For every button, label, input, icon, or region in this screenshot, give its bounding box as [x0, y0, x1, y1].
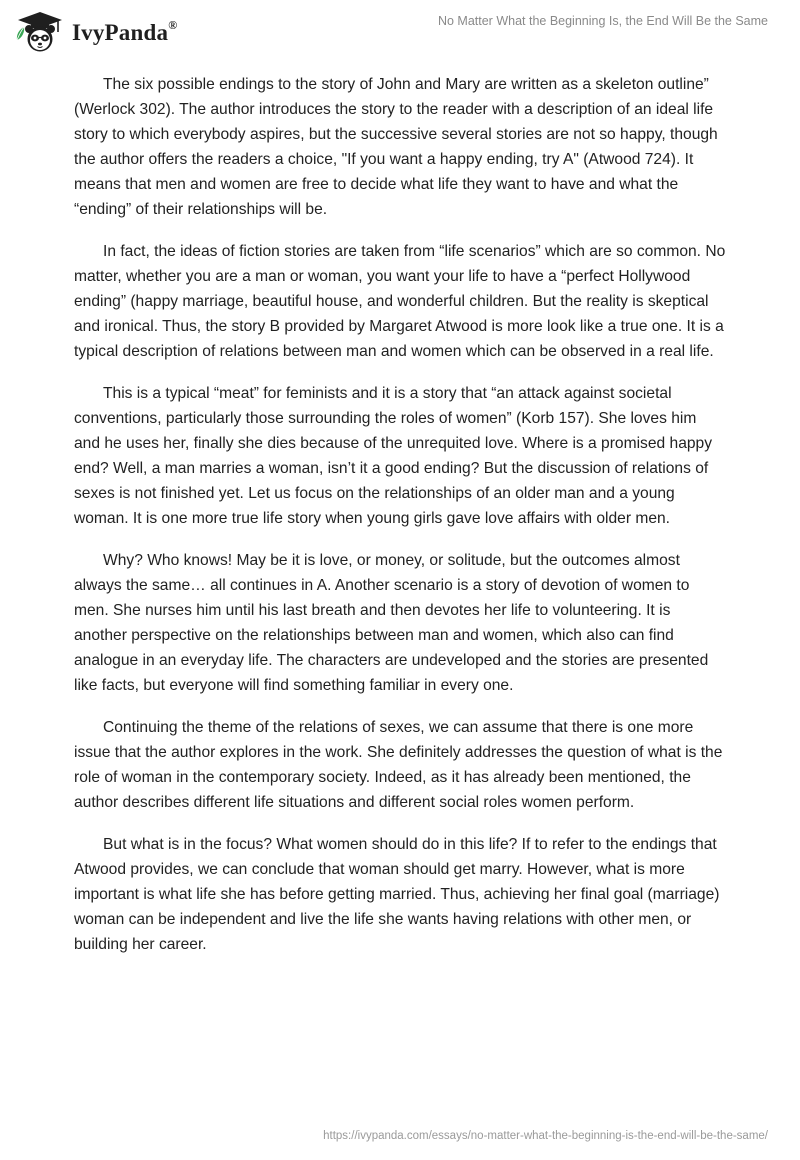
- essay-paragraph-5: Continuing the theme of the relations of sexes, we can assume that there is one more issue that the author explores in the work. She definitely addresses the question of what is the role of woman in the contemporary society. Indeed, as it has already been mentioned, the author describes different life situations and different social roles women perform.: [74, 719, 723, 811]
- brand-name: [72, 20, 177, 46]
- essay-paragraph-4: Why? Who knows! May be it is love, or money, or solitude, but the outcomes almost always the same… all continues in A. Another scenario is a story of devotion of women to men. She nurses him until his last breath and then devotes her life to volunteering. It is another perspective on the relationships between man and women, which also can find analogue in an everyday life. The characters are undeveloped and the stories are presented like facts, but everyone will find something familiar in every one.: [74, 552, 709, 694]
- registered-mark: ®: [168, 18, 178, 33]
- panda-graduate-icon: [14, 10, 66, 54]
- source-url[interactable]: https://ivypanda.com/essays/no-matter-what-the-beginning-is-the-end-will-be-the-same/: [323, 1130, 768, 1142]
- essay-paragraph-2: In fact, the ideas of fiction stories are taken from “life scenarios” which are so common. No matter, whether you are a man or woman, you want your life to have a “perfect Hollywood ending” (happy marriage, beautiful house, and wonderful children. But the reality is skeptical and ironical. Thus, the story B provided by Margaret Atwood is more look like a true one. It is a typical description of relations between man and women which can be observed in a real life.: [74, 243, 726, 360]
- brand-logo[interactable]: [14, 10, 177, 54]
- page-header: [0, 0, 800, 60]
- brand-name-text: IvyPanda: [72, 20, 169, 45]
- essay-paragraph-6: But what is in the focus? What women should do in this life? If to refer to the endings that Atwood provides, we can conclude that woman should get marry. However, what is more important is what life she has before getting married. Thus, achieving her final goal (marriage) woman can be independent and live the life she wants having relations with other men, or building her career.: [74, 836, 720, 953]
- essay-paragraph-1: The six possible endings to the story of John and Mary are written as a skeleton outline” (Werlock 302). The author introduces the story to the reader with a description of an ideal life story to which everybody aspires, but the successive several stories are not so happy, though the author offers the readers a choice, "If you want a happy ending, try A" (Atwood 724). It means that men and women are free to decide what life they want to have and what the “ending” of their relationships will be.: [74, 76, 718, 218]
- essay-paragraph-3: This is a typical “meat” for feminists and it is a story that “an attack against societal conventions, particularly those surrounding the roles of women” (Korb 157). She loves him and he uses her, finally she dies because of the unrequited love. Where is a promised happy end? Well, a man marries a woman, isn’t it a good ending? But the discussion of relations of sexes is not finished yet. Let us focus on the relationships of an older man and a young woman. It is one more true life story when young girls gave love affairs with older men.: [74, 385, 713, 527]
- essay-body: [74, 72, 726, 974]
- document-title: No Matter What the Beginning Is, the End Will Be the Same: [437, 14, 768, 28]
